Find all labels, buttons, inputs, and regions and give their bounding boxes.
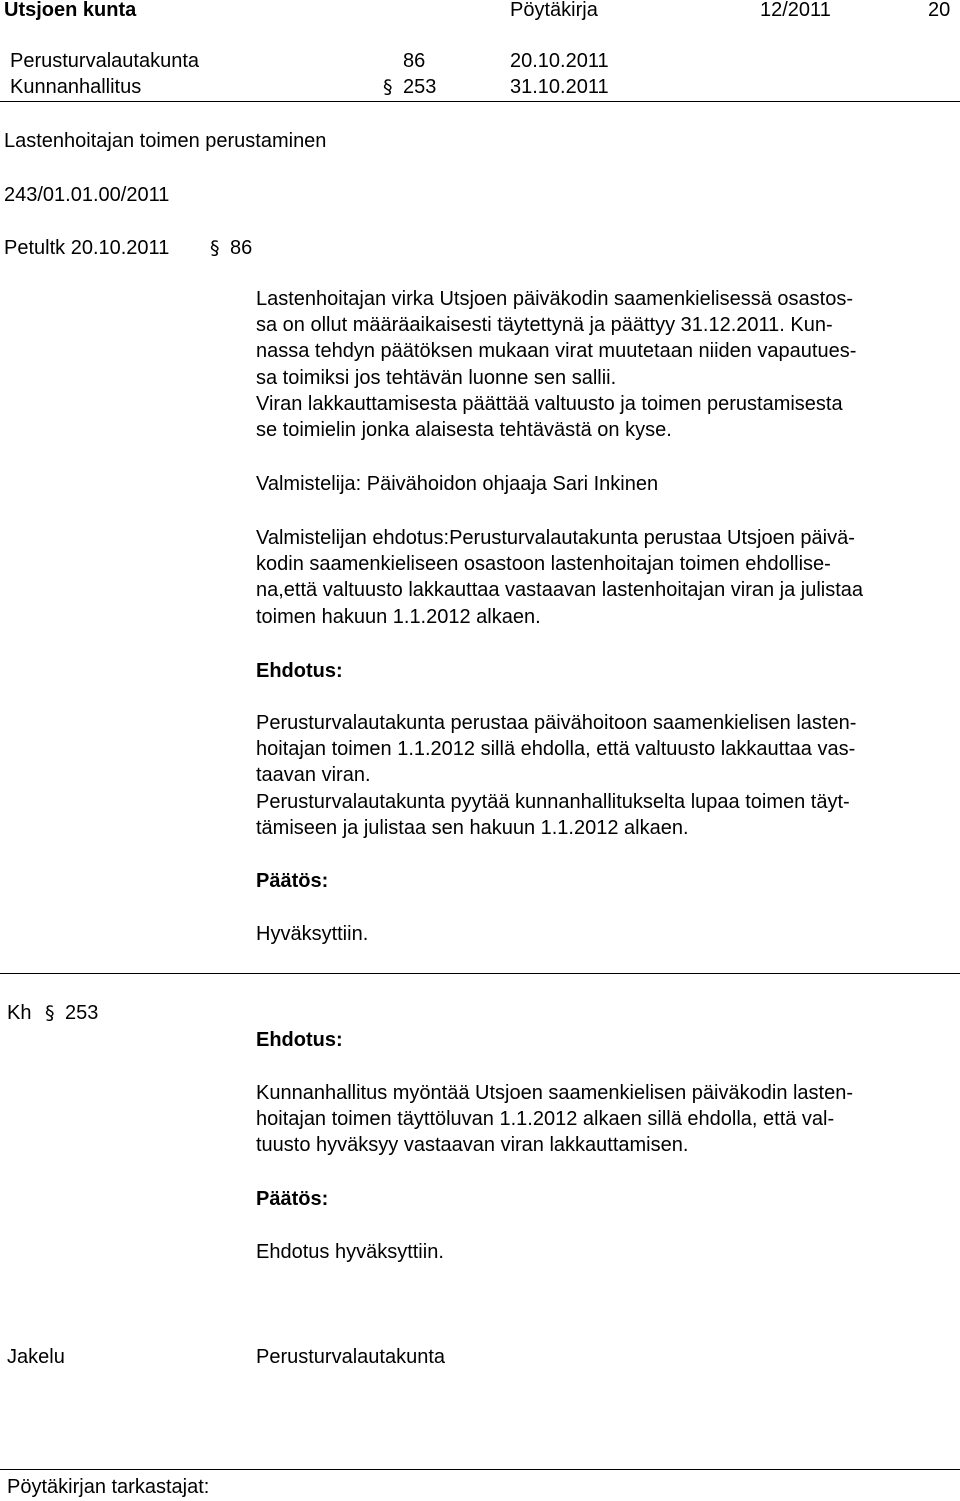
meta-body: Kunnanhallitus	[10, 76, 142, 98]
proposal-heading: Ehdotus:	[256, 660, 343, 682]
document-type: Pöytäkirja	[510, 0, 598, 21]
distribution-recipient: Perusturvalautakunta	[256, 1346, 446, 1368]
decision-heading: Päätös:	[256, 870, 329, 892]
kh-proposal-paragraph: Kunnanhallitus myöntää Utsjoen saamenkielisen päiväkodin lasten- hoitajan toimen täyttöluvan 1.1.2012 alkaen sillä ehdolla, että val- tuusto hyväksyy vastaavan viran lakkauttamisen.	[256, 1082, 854, 1157]
meta-section: 86	[403, 50, 426, 72]
kh-decision-text: Ehdotus hyväksyttiin.	[256, 1241, 444, 1263]
kh-proposal-heading: Ehdotus:	[256, 1029, 343, 1051]
municipality-name: Utsjoen kunta	[4, 0, 137, 21]
section-sign: §	[210, 237, 220, 259]
preparer: Valmistelija: Päivähoidon ohjaaja Sari Inkinen	[256, 473, 659, 495]
section-sign: §	[383, 76, 393, 98]
meta-body: Perusturvalautakunta	[10, 50, 200, 72]
document-number: 12/2011	[760, 0, 831, 21]
meta-date: 31.10.2011	[510, 76, 609, 98]
petultk-label: Petultk 20.10.2011	[4, 237, 170, 259]
kh-decision-heading: Päätös:	[256, 1188, 329, 1210]
section-sign: §	[45, 1002, 55, 1024]
meta-section: 253	[403, 76, 437, 98]
footer-divider	[0, 1469, 960, 1470]
page-header	[0, 0, 960, 26]
inspectors-label: Pöytäkirjan tarkastajat:	[7, 1476, 210, 1498]
header-divider	[0, 101, 960, 102]
petultk-section: 86	[230, 237, 253, 259]
meta-date: 20.10.2011	[510, 50, 609, 72]
subject-title: Lastenhoitajan toimen perustaminen	[4, 130, 327, 152]
intro-paragraph: Lastenhoitajan virka Utsjoen päiväkodin saamenkielisessä osastos- sa on ollut määräaikaisesti täytettynä ja päättyy 31.12.2011. Kun- nassa tehdyn päätöksen mukaan virat muutetaan niiden vapautues- sa toimiksi jos tehtävän luonne sen sallii. Viran lakkauttamisesta päättää valtuusto ja toimen perustamisesta se toimielin jonka alaisesta tehtävästä on kyse.	[256, 288, 857, 442]
proposal-paragraph: Perusturvalautakunta perustaa päivähoitoon saamenkielisen lasten- hoitajan toimen 1.1.2012 sillä ehdolla, että valtuusto lakkauttaa vas- taavan viran. Perusturvalautakunta pyytää kunnanhallitukselta lupaa toimen täyt- tämiseen ja julistaa sen hakuun 1.1.2012 alkaen.	[256, 712, 857, 839]
kh-section: 253	[65, 1002, 99, 1024]
distribution-label: Jakelu	[7, 1346, 65, 1368]
record-number: 243/01.01.00/2011	[4, 184, 170, 206]
section-divider	[0, 973, 960, 974]
preparer-proposal: Valmistelijan ehdotus:Perusturvalautakunta perustaa Utsjoen päivä- kodin saamenkieliseen osastoon lastenhoitajan toimen ehdollise- na,että valtuusto lakkauttaa vastaavan lastenhoitajan viran ja julistaa toimen hakuun 1.1.2012 alkaen.	[256, 527, 864, 628]
kh-label: Kh	[7, 1002, 32, 1024]
page-number: 20	[928, 0, 951, 21]
decision-text: Hyväksyttiin.	[256, 923, 369, 945]
